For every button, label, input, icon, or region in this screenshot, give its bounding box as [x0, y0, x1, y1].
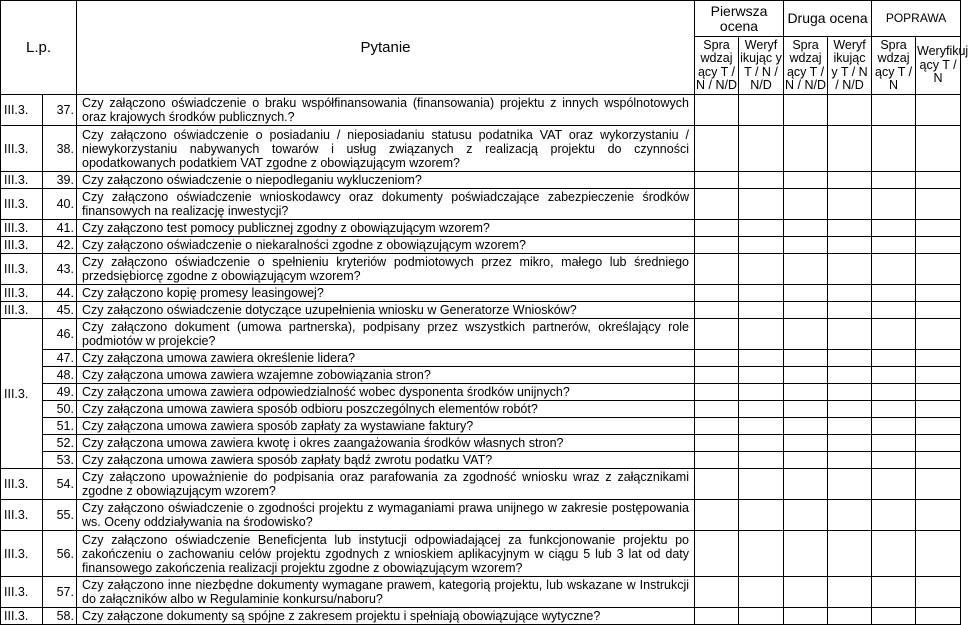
- row-number: 50.: [43, 401, 77, 418]
- answer-cell[interactable]: [828, 172, 872, 189]
- answer-cell[interactable]: [828, 531, 872, 577]
- row-number: 52.: [43, 435, 77, 452]
- answer-cell[interactable]: [695, 531, 739, 577]
- answer-cell[interactable]: [916, 302, 961, 319]
- answer-cell[interactable]: [739, 126, 784, 172]
- answer-cell[interactable]: [739, 237, 784, 254]
- answer-cell[interactable]: [784, 452, 828, 469]
- answer-cell[interactable]: [695, 126, 739, 172]
- answer-cell[interactable]: [695, 220, 739, 237]
- row-section: III.3.: [1, 469, 43, 500]
- table-row: [1, 608, 961, 625]
- table-row: [1, 220, 961, 237]
- answer-cell[interactable]: [784, 95, 828, 126]
- answer-cell[interactable]: [916, 254, 961, 285]
- answer-cell[interactable]: [784, 319, 828, 350]
- answer-cell[interactable]: [695, 95, 739, 126]
- answer-cell[interactable]: [695, 172, 739, 189]
- row-section: III.3.: [1, 254, 43, 285]
- table-row: [1, 285, 961, 302]
- answer-cell[interactable]: [695, 577, 739, 608]
- header-pierwsza-ocena: Pierwsza ocena: [695, 1, 784, 37]
- answer-cell[interactable]: [695, 350, 739, 367]
- answer-cell[interactable]: [828, 285, 872, 302]
- row-number: 56.: [43, 531, 77, 577]
- row-question: Czy załączone dokumenty są spójne z zakresem projektu i spełniają obowiązujące wytyczne?: [77, 608, 695, 625]
- answer-cell[interactable]: [828, 350, 872, 367]
- answer-cell[interactable]: [695, 367, 739, 384]
- answer-cell[interactable]: [784, 469, 828, 500]
- table-row: [1, 189, 961, 220]
- table-row: [1, 95, 961, 126]
- header-druga-ocena: Druga ocena: [784, 1, 872, 37]
- answer-cell[interactable]: [784, 254, 828, 285]
- header-weryfikujacy-poprawa: Weryfikuj ący T / N: [916, 37, 961, 95]
- header-poprawa: POPRAWA: [872, 1, 961, 37]
- row-number: 43.: [43, 254, 77, 285]
- answer-cell[interactable]: [739, 435, 784, 452]
- row-section: III.3.: [1, 577, 43, 608]
- answer-cell[interactable]: [872, 418, 916, 435]
- answer-cell[interactable]: [784, 189, 828, 220]
- answer-cell[interactable]: [739, 469, 784, 500]
- answer-cell[interactable]: [872, 302, 916, 319]
- table-header: [1, 1, 968, 95]
- row-question: Czy załączono inne niezbędne dokumenty wymagane prawem, kategorią projektu, lub wskazane w Instrukcji do załączników albo w Regulaminie konkursu/naboru?: [77, 577, 695, 608]
- row-question: Czy załączona umowa zawiera wzajemne zobowiązania stron?: [77, 367, 695, 384]
- answer-cell[interactable]: [828, 126, 872, 172]
- row-number: 44.: [43, 285, 77, 302]
- answer-cell[interactable]: [916, 220, 961, 237]
- table-row: [1, 384, 961, 401]
- answer-cell[interactable]: [695, 418, 739, 435]
- answer-cell[interactable]: [695, 302, 739, 319]
- header-pytanie: Pytanie: [77, 1, 695, 95]
- answer-cell[interactable]: [916, 608, 961, 625]
- row-section: III.3.: [1, 95, 43, 126]
- answer-cell[interactable]: [872, 319, 916, 350]
- table-row: [1, 350, 961, 367]
- row-number: 53.: [43, 452, 77, 469]
- answer-cell[interactable]: [872, 401, 916, 418]
- answer-cell[interactable]: [695, 608, 739, 625]
- row-section: III.3.: [1, 500, 43, 531]
- answer-cell[interactable]: [872, 469, 916, 500]
- table-row: [1, 435, 961, 452]
- answer-cell[interactable]: [695, 500, 739, 531]
- answer-cell[interactable]: [784, 302, 828, 319]
- answer-cell[interactable]: [828, 500, 872, 531]
- answer-cell[interactable]: [828, 469, 872, 500]
- row-section: III.3.: [1, 126, 43, 172]
- answer-cell[interactable]: [872, 237, 916, 254]
- table-row: [1, 531, 961, 577]
- answer-cell[interactable]: [872, 189, 916, 220]
- answer-cell[interactable]: [828, 608, 872, 625]
- row-question: Czy załączona umowa zawiera określenie lidera?: [77, 350, 695, 367]
- table-row: [1, 126, 961, 172]
- answer-cell[interactable]: [828, 367, 872, 384]
- answer-cell[interactable]: [695, 319, 739, 350]
- row-question: Czy załączono test pomocy publicznej zgodny z obowiązującym wzorem?: [77, 220, 695, 237]
- answer-cell[interactable]: [784, 577, 828, 608]
- row-question: Czy załączona umowa zawiera sposób zapłaty za wystawiane faktury?: [77, 418, 695, 435]
- header-weryfikujacy-2: Weryf ikując y T / N / N/D: [828, 37, 872, 95]
- answer-cell[interactable]: [739, 452, 784, 469]
- row-question: Czy załączono oświadczenie o spełnieniu kryteriów podmiotowych przez mikro, małego lub średniego przedsiębiorcę zgodne z obowiązującym wzorem?: [77, 254, 695, 285]
- row-number: 57.: [43, 577, 77, 608]
- answer-cell[interactable]: [828, 189, 872, 220]
- row-question: Czy załączona umowa zawiera kwotę i okres zaangażowania środków własnych stron?: [77, 435, 695, 452]
- header-sprawdzajacy-2: Spra wdzaj ący T / N / N/D: [784, 37, 828, 95]
- answer-cell[interactable]: [872, 608, 916, 625]
- row-number: 54.: [43, 469, 77, 500]
- table-row: [1, 237, 961, 254]
- answer-cell[interactable]: [828, 254, 872, 285]
- answer-cell[interactable]: [828, 237, 872, 254]
- row-number: 47.: [43, 350, 77, 367]
- answer-cell[interactable]: [784, 285, 828, 302]
- answer-cell[interactable]: [916, 95, 961, 126]
- table-row: [1, 172, 961, 189]
- answer-cell[interactable]: [828, 384, 872, 401]
- header-sprawdzajacy-poprawa: Spra wdzaj ący T / N: [872, 37, 916, 95]
- answer-cell[interactable]: [784, 435, 828, 452]
- answer-cell[interactable]: [916, 384, 961, 401]
- answer-cell[interactable]: [916, 172, 961, 189]
- answer-cell[interactable]: [916, 126, 961, 172]
- answer-cell[interactable]: [695, 237, 739, 254]
- answer-cell[interactable]: [784, 237, 828, 254]
- answer-cell[interactable]: [828, 577, 872, 608]
- answer-cell[interactable]: [739, 401, 784, 418]
- answer-cell[interactable]: [739, 500, 784, 531]
- answer-cell[interactable]: [784, 126, 828, 172]
- table-row: [1, 500, 961, 531]
- row-section: III.3.: [1, 172, 43, 189]
- row-section: III.3.: [1, 608, 43, 625]
- answer-cell[interactable]: [872, 531, 916, 577]
- answer-cell[interactable]: [784, 220, 828, 237]
- table-row: [1, 418, 961, 435]
- row-number: 40.: [43, 189, 77, 220]
- answer-cell[interactable]: [916, 401, 961, 418]
- row-section: III.3.: [1, 319, 43, 469]
- answer-cell[interactable]: [739, 608, 784, 625]
- table-row: [1, 302, 961, 319]
- row-question: Czy załączona umowa zawiera odpowiedzialność wobec dysponenta środków unijnych?: [77, 384, 695, 401]
- answer-cell[interactable]: [916, 367, 961, 384]
- answer-cell[interactable]: [739, 95, 784, 126]
- row-section: III.3.: [1, 220, 43, 237]
- answer-cell[interactable]: [784, 531, 828, 577]
- row-number: 39.: [43, 172, 77, 189]
- answer-cell[interactable]: [916, 319, 961, 350]
- row-number: 38.: [43, 126, 77, 172]
- answer-cell[interactable]: [695, 189, 739, 220]
- row-number: 46.: [43, 319, 77, 350]
- answer-cell[interactable]: [784, 500, 828, 531]
- row-question: Czy załączono upoważnienie do podpisania oraz parafowania za zgodność wniosku wraz z załącznikami zgodne z obowiązującym wzorem?: [77, 469, 695, 500]
- answer-cell[interactable]: [784, 608, 828, 625]
- answer-cell[interactable]: [739, 350, 784, 367]
- header-sprawdzajacy-1: Spra wdzaj ący T / N / N/D: [695, 37, 739, 95]
- answer-cell[interactable]: [784, 367, 828, 384]
- answer-cell[interactable]: [916, 469, 961, 500]
- answer-cell[interactable]: [872, 285, 916, 302]
- answer-cell[interactable]: [872, 220, 916, 237]
- row-number: 51.: [43, 418, 77, 435]
- table-row: [1, 254, 961, 285]
- table-row: [1, 401, 961, 418]
- answer-cell[interactable]: [872, 254, 916, 285]
- answer-cell[interactable]: [828, 319, 872, 350]
- answer-cell[interactable]: [916, 418, 961, 435]
- row-number: 55.: [43, 500, 77, 531]
- answer-cell[interactable]: [784, 418, 828, 435]
- answer-cell[interactable]: [828, 302, 872, 319]
- row-question: Czy załączono oświadczenie dotyczące uzupełnienia wniosku w Generatorze Wniosków?: [77, 302, 695, 319]
- answer-cell[interactable]: [695, 401, 739, 418]
- answer-cell[interactable]: [872, 452, 916, 469]
- row-question: Czy załączono oświadczenie o zgodności projektu z wymaganiami prawa unijnego w zakresie postępowania ws. Oceny oddziaływania na środowisko?: [77, 500, 695, 531]
- table-row: [1, 367, 961, 384]
- table-body: [1, 95, 961, 625]
- answer-cell[interactable]: [872, 577, 916, 608]
- answer-cell[interactable]: [695, 435, 739, 452]
- answer-cell[interactable]: [872, 367, 916, 384]
- row-number: 58.: [43, 608, 77, 625]
- answer-cell[interactable]: [872, 350, 916, 367]
- row-number: 41.: [43, 220, 77, 237]
- answer-cell[interactable]: [784, 384, 828, 401]
- answer-cell[interactable]: [872, 172, 916, 189]
- table-row: [1, 469, 961, 500]
- row-question: Czy załączono oświadczenie Beneficjenta lub instytucji odpowiadającej za funkcjonowanie projektu po zakończeniu o zachowaniu celów projektu zgodnych z wnioskiem aplikacyjnym w ciągu 5 lub 3 lat od daty finansowego zakończenia realizacji projektu zgodne z obowiązującym wzorem?: [77, 531, 695, 577]
- answer-cell[interactable]: [872, 384, 916, 401]
- answer-cell[interactable]: [784, 172, 828, 189]
- answer-cell[interactable]: [916, 285, 961, 302]
- answer-cell[interactable]: [828, 95, 872, 126]
- row-number: 48.: [43, 367, 77, 384]
- answer-cell[interactable]: [872, 500, 916, 531]
- answer-cell[interactable]: [872, 126, 916, 172]
- row-section: III.3.: [1, 302, 43, 319]
- header-lp: L.p.: [1, 1, 77, 95]
- row-question: Czy załączona umowa zawiera sposób zapłaty bądź zwrotu podatku VAT?: [77, 452, 695, 469]
- answer-cell[interactable]: [872, 95, 916, 126]
- answer-cell[interactable]: [739, 577, 784, 608]
- answer-cell[interactable]: [695, 254, 739, 285]
- answer-cell[interactable]: [739, 172, 784, 189]
- answer-cell[interactable]: [828, 401, 872, 418]
- answer-cell[interactable]: [739, 220, 784, 237]
- answer-cell[interactable]: [739, 384, 784, 401]
- row-question: Czy załączono oświadczenie o braku współfinansowania (finansowania) projektu z innych wspólnotowych oraz krajowych środków publicznych.?: [77, 95, 695, 126]
- answer-cell[interactable]: [695, 452, 739, 469]
- row-number: 45.: [43, 302, 77, 319]
- row-section: III.3.: [1, 237, 43, 254]
- row-question: Czy załączono oświadczenie o niepodleganiu wykluczeniom?: [77, 172, 695, 189]
- answer-cell[interactable]: [695, 469, 739, 500]
- answer-cell[interactable]: [739, 531, 784, 577]
- row-question: Czy załączono oświadczenie wnioskodawcy oraz dokumenty poświadczające zabezpieczenie środków finansowych na realizację inwestycji?: [77, 189, 695, 220]
- answer-cell[interactable]: [916, 237, 961, 254]
- answer-cell[interactable]: [828, 452, 872, 469]
- answer-cell[interactable]: [828, 435, 872, 452]
- answer-cell[interactable]: [916, 452, 961, 469]
- answer-cell[interactable]: [739, 254, 784, 285]
- row-number: 49.: [43, 384, 77, 401]
- header-weryfikujacy-1: Weryf ikując y T / N / N/D: [739, 37, 784, 95]
- answer-cell[interactable]: [872, 435, 916, 452]
- answer-cell[interactable]: [739, 189, 784, 220]
- answer-cell[interactable]: [739, 418, 784, 435]
- row-section: III.3.: [1, 531, 43, 577]
- answer-cell[interactable]: [784, 350, 828, 367]
- answer-cell[interactable]: [916, 531, 961, 577]
- answer-cell[interactable]: [828, 418, 872, 435]
- table-row: [1, 577, 961, 608]
- row-question: Czy załączono oświadczenie o posiadaniu / nieposiadaniu statusu podatnika VAT oraz wykorzystaniu / niewykorzystaniu nabywanych towarów i usług związanych z realizacją projektu do czynności opodatkowanych podatkiem VAT zgodne z obowiązującym wzorem?: [77, 126, 695, 172]
- table-row: [1, 319, 961, 350]
- table-row: [1, 452, 961, 469]
- row-number: 42.: [43, 237, 77, 254]
- row-question: Czy załączono oświadczenie o niekaralności zgodne z obowiązującym wzorem?: [77, 237, 695, 254]
- answer-cell[interactable]: [916, 500, 961, 531]
- answer-cell[interactable]: [739, 367, 784, 384]
- row-question: Czy załączono kopię promesy leasingowej?: [77, 285, 695, 302]
- row-question: Czy załączona umowa zawiera sposób odbioru poszczególnych elementów robót?: [77, 401, 695, 418]
- answer-cell[interactable]: [695, 285, 739, 302]
- row-section: III.3.: [1, 189, 43, 220]
- answer-cell[interactable]: [916, 350, 961, 367]
- answer-cell[interactable]: [916, 435, 961, 452]
- answer-cell[interactable]: [784, 401, 828, 418]
- answer-cell[interactable]: [739, 285, 784, 302]
- answer-cell[interactable]: [739, 319, 784, 350]
- answer-cell[interactable]: [828, 220, 872, 237]
- answer-cell[interactable]: [916, 577, 961, 608]
- answer-cell[interactable]: [695, 384, 739, 401]
- row-number: 37.: [43, 95, 77, 126]
- row-section: III.3.: [1, 285, 43, 302]
- row-question: Czy załączono dokument (umowa partnerska), podpisany przez wszystkich partnerów, określający role podmiotów w projekcie?: [77, 319, 695, 350]
- answer-cell[interactable]: [739, 302, 784, 319]
- answer-cell[interactable]: [916, 189, 961, 220]
